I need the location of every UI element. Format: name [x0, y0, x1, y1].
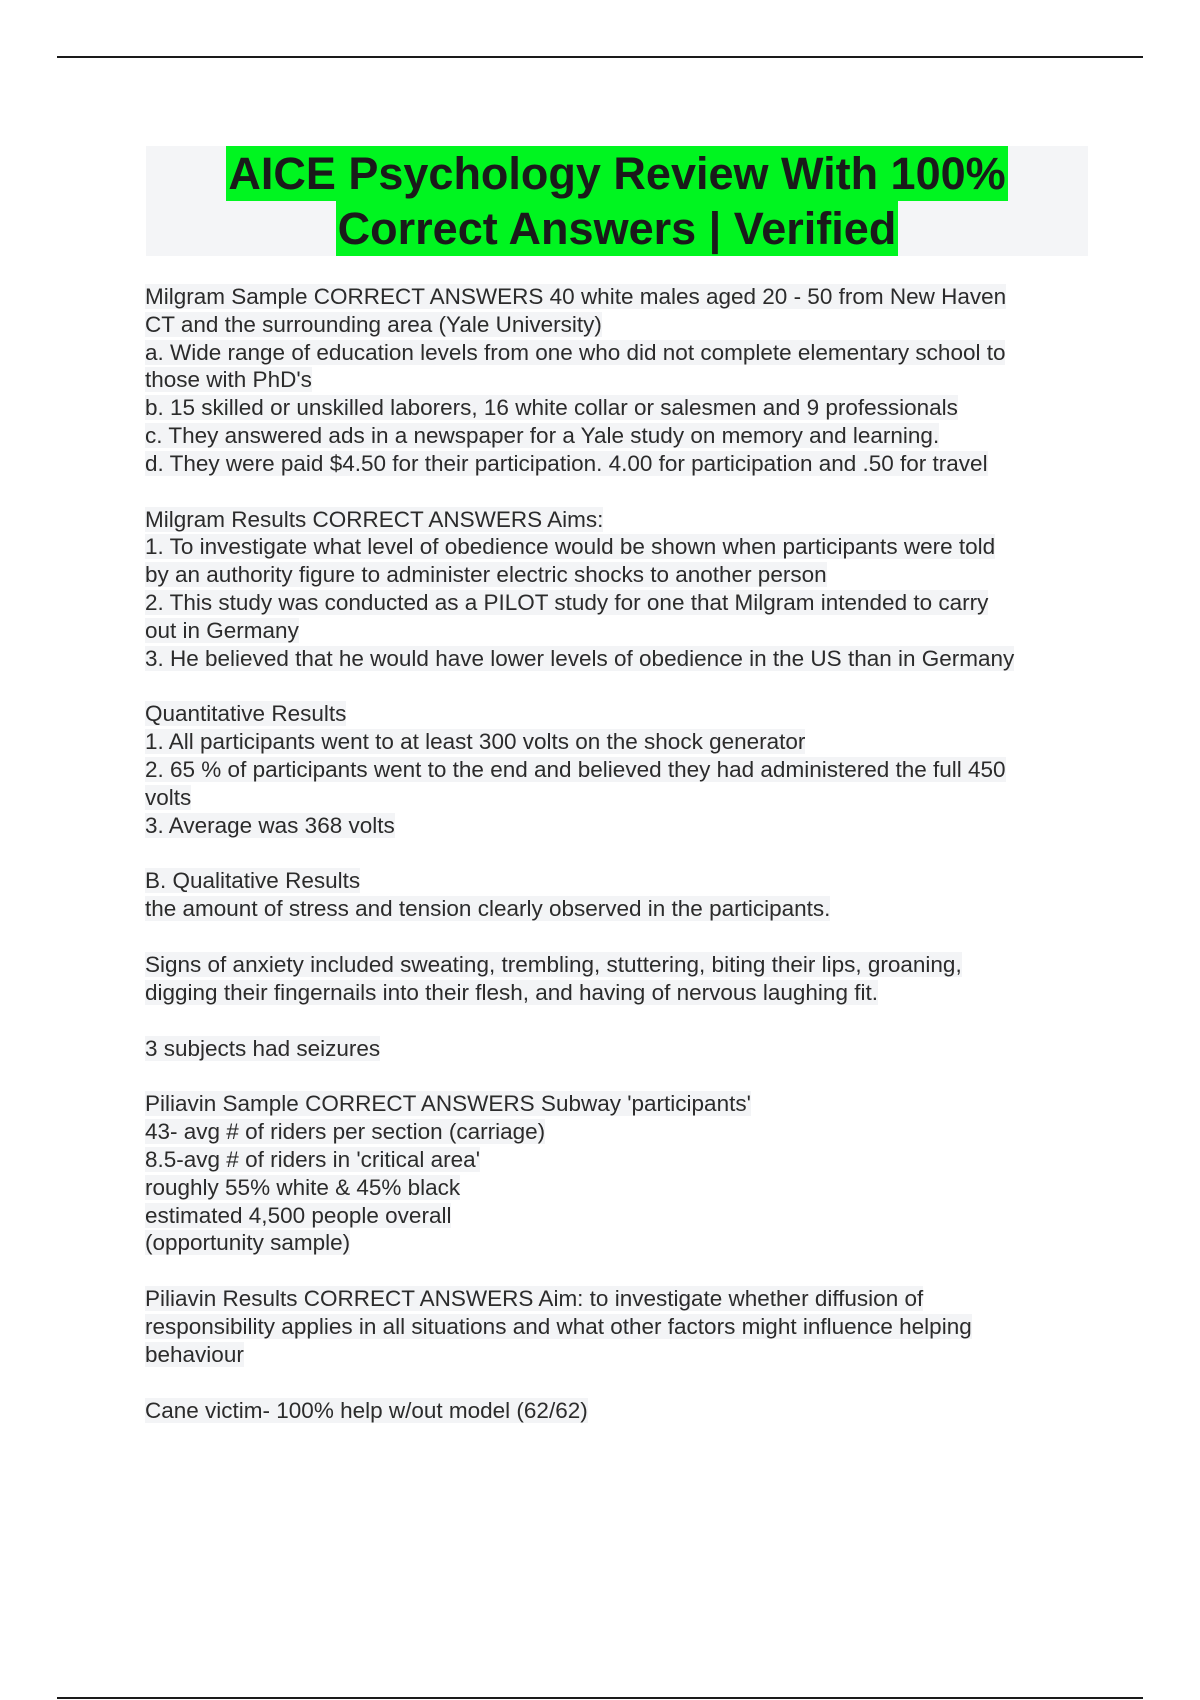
text-line-content: digging their fingernails into their flesh, and having of nervous laughing fit.: [145, 979, 878, 1005]
text-line-content: 2. This study was conducted as a PILOT study for one that Milgram intended to carry: [145, 589, 989, 615]
text-line: [145, 728, 1095, 756]
text-line-content: Milgram Sample CORRECT ANSWERS 40 white males aged 20 - 50 from New Haven: [145, 284, 1007, 309]
text-line: [145, 1313, 1095, 1341]
text-line: [145, 1174, 1095, 1202]
text-line: [145, 1146, 1095, 1174]
text-line-content: B. Qualitative Results: [145, 868, 361, 894]
text-line: [145, 1035, 1095, 1063]
section-4: [145, 867, 1095, 923]
text-line: [145, 1202, 1095, 1230]
text-line-content: 1. To investigate what level of obedience would be shown when participants were told: [145, 534, 996, 560]
text-line: [145, 394, 1095, 422]
text-line: [145, 979, 1095, 1007]
text-line: [145, 784, 1095, 812]
text-line: [145, 561, 1095, 589]
text-line: [145, 645, 1095, 673]
text-line: [145, 1341, 1095, 1369]
text-line-content: CT and the surrounding area (Yale University): [145, 311, 602, 337]
text-line-content: c. They answered ads in a newspaper for a Yale study on memory and learning.: [145, 422, 940, 448]
text-line-content: 3. He believed that he would have lower levels of obedience in the US than in Germany: [145, 645, 1015, 671]
bottom-rule: [57, 1697, 1143, 1699]
text-line-content: volts: [145, 784, 192, 810]
text-line: [145, 589, 1095, 617]
section-7: [145, 1090, 1095, 1257]
title-line-1: AICE Psychology Review With 100%: [228, 148, 1006, 199]
text-line-content: roughly 55% white & 45% black: [145, 1174, 461, 1200]
text-line-content: d. They were paid $4.50 for their participation. 4.00 for participation and .50 for travel: [145, 450, 988, 476]
text-line: [145, 1090, 1095, 1118]
text-line-content: 43- avg # of riders per section (carriage): [145, 1119, 546, 1145]
text-line-content: behaviour: [145, 1341, 244, 1367]
text-line-content: by an authority figure to administer electric shocks to another person: [145, 562, 827, 588]
text-line-content: 3 subjects had seizures: [145, 1035, 381, 1061]
text-line-content: Piliavin Results CORRECT ANSWERS Aim: to investigate whether diffusion of: [145, 1286, 924, 1312]
text-line-content: those with PhD's: [145, 367, 312, 393]
text-line-content: 2. 65 % of participants went to the end and believed they had administered the full 450: [145, 756, 1006, 782]
text-line: [145, 366, 1095, 394]
text-line-content: Quantitative Results: [145, 701, 347, 727]
section-6: [145, 1035, 1095, 1063]
section-1: [145, 283, 1095, 478]
section-2: [145, 506, 1095, 673]
section-9: [145, 1397, 1095, 1425]
text-line: [145, 422, 1095, 450]
text-line: [145, 283, 1095, 311]
text-line-content: 1. All participants went to at least 300 volts on the shock generator: [145, 729, 806, 755]
text-line: [145, 506, 1095, 534]
text-line-content: Piliavin Sample CORRECT ANSWERS Subway 'participants': [145, 1091, 751, 1117]
text-line: [145, 756, 1095, 784]
text-line: [145, 867, 1095, 895]
text-line: [145, 311, 1095, 339]
text-line: [145, 895, 1095, 923]
text-line-content: the amount of stress and tension clearly observed in the participants.: [145, 896, 831, 922]
text-line: [145, 1229, 1095, 1257]
document-title: [146, 146, 1088, 256]
text-line: [145, 1397, 1095, 1425]
title-line-2: Correct Answers | Verified: [337, 203, 897, 254]
text-line: [145, 1118, 1095, 1146]
text-line-content: out in Germany: [145, 617, 299, 643]
text-line: [145, 533, 1095, 561]
text-line-content: estimated 4,500 people overall: [145, 1202, 452, 1228]
text-line-content: a. Wide range of education levels from one who did not complete elementary school to: [145, 339, 1006, 365]
section-5: [145, 951, 1095, 1007]
text-line-content: 3. Average was 368 volts: [145, 812, 395, 838]
text-line: [145, 1285, 1095, 1313]
section-3: [145, 700, 1095, 839]
text-line: [145, 812, 1095, 840]
text-line-content: Cane victim- 100% help w/out model (62/62): [145, 1397, 588, 1423]
text-line: [145, 951, 1095, 979]
text-line-content: responsibility applies in all situations and what other factors might influence helping: [145, 1313, 972, 1339]
top-rule: [57, 56, 1143, 58]
text-line-content: Milgram Results CORRECT ANSWERS Aims:: [145, 506, 604, 532]
text-line: [145, 700, 1095, 728]
text-line: [145, 617, 1095, 645]
text-line-content: Signs of anxiety included sweating, trembling, stuttering, biting their lips, groaning,: [145, 951, 962, 977]
document-body: [145, 283, 1095, 1452]
text-line-content: (opportunity sample): [145, 1230, 351, 1256]
text-line-content: b. 15 skilled or unskilled laborers, 16 white collar or salesmen and 9 professionals: [145, 395, 958, 421]
section-8: [145, 1285, 1095, 1368]
text-line-content: 8.5-avg # of riders in 'critical area': [145, 1146, 480, 1172]
text-line: [145, 450, 1095, 478]
text-line: [145, 339, 1095, 367]
